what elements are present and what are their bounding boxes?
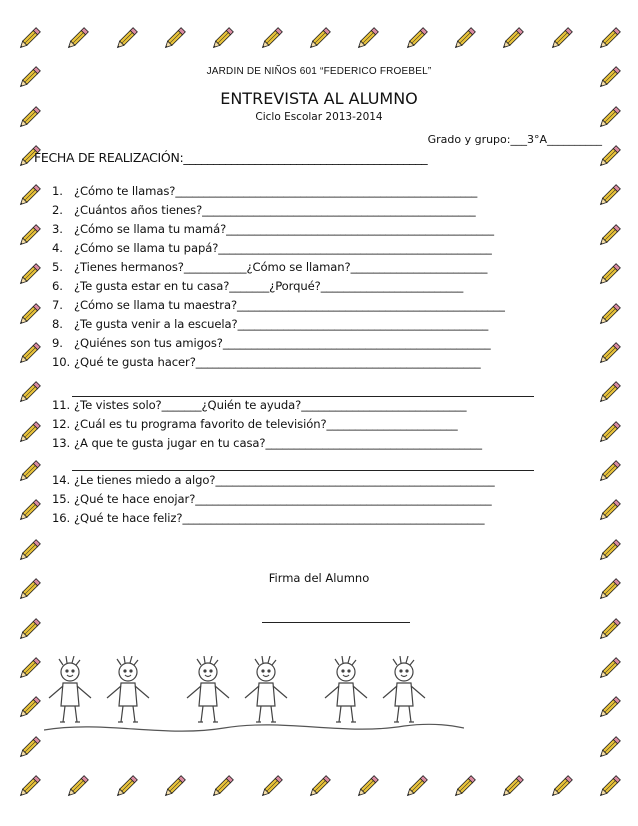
- pencil-icon: [16, 459, 42, 485]
- question-number: 11.: [52, 398, 71, 412]
- pencil-icon: [596, 538, 622, 564]
- pencil-icon: [596, 380, 622, 406]
- pencil-icon: [306, 774, 332, 800]
- question-text: ¿Tienes hermanos?___________¿Cómo se llaman?________________________: [74, 260, 488, 274]
- pencil-icon: [16, 656, 42, 682]
- child-figure: [187, 656, 229, 722]
- pencil-icon: [596, 302, 622, 328]
- pencil-icon: [16, 380, 42, 406]
- pencil-icon: [596, 774, 622, 800]
- child-figure: [49, 656, 91, 722]
- question-item: [52, 336, 542, 354]
- question-item: [52, 398, 542, 416]
- pencil-icon: [596, 223, 622, 249]
- pencil-icon: [306, 26, 332, 52]
- question-item: [52, 222, 542, 240]
- question-item: [52, 298, 542, 316]
- grade-group: Grado y grupo:___3°A__________: [427, 133, 602, 146]
- pencil-icon: [354, 26, 380, 52]
- question-item: [52, 355, 542, 373]
- question-text: ¿A que te gusta jugar en tu casa?______________________________________: [74, 436, 482, 450]
- pencil-icon: [596, 695, 622, 721]
- pencil-icon: [16, 341, 42, 367]
- pencil-icon: [16, 302, 42, 328]
- children-illustration: [44, 656, 464, 736]
- pencil-icon: [499, 26, 525, 52]
- pencil-icon: [499, 774, 525, 800]
- question-text: ¿Quiénes son tus amigos?_______________________________________________: [74, 336, 491, 350]
- pencil-icon: [403, 774, 429, 800]
- question-number: 16.: [52, 511, 71, 525]
- question-text: ¿Cómo se llama tu mamá?_______________________________________________: [74, 222, 494, 236]
- signature-label: Firma del Alumno: [268, 571, 370, 585]
- question-number: 3.: [52, 222, 63, 236]
- pencil-icon: [596, 420, 622, 446]
- pencil-icon: [209, 774, 235, 800]
- pencil-icon: [596, 144, 622, 170]
- school-name: JARDIN DE NIÑOS 601 “FEDERICO FROEBEL”: [206, 66, 432, 77]
- pencil-icon: [64, 774, 90, 800]
- pencil-icon: [596, 341, 622, 367]
- question-text: ¿Cómo se llama tu maestra?_______________________________________________: [74, 298, 505, 312]
- question-item: [52, 436, 542, 454]
- question-number: 6.: [52, 279, 63, 293]
- pencil-icon: [16, 538, 42, 564]
- pencil-icon: [596, 183, 622, 209]
- date-field: FECHA DE REALIZACIÓN:_________________________________________: [34, 150, 428, 165]
- pencil-icon: [596, 656, 622, 682]
- question-item: [52, 203, 542, 221]
- pencil-icon: [596, 498, 622, 524]
- question-number: 7.: [52, 298, 63, 312]
- question-text: ¿Te gusta venir a la escuela?____________________________________________: [74, 317, 489, 331]
- pencil-icon: [113, 26, 139, 52]
- question-number: 1.: [52, 184, 63, 198]
- question-text: ¿Qué te gusta hacer?__________________________________________________: [74, 355, 481, 369]
- pencil-icon: [451, 26, 477, 52]
- question-number: 2.: [52, 203, 63, 217]
- child-figure: [383, 656, 425, 722]
- pencil-icon: [16, 183, 42, 209]
- pencil-icon: [596, 617, 622, 643]
- page-title: ENTREVISTA AL ALUMNO: [220, 89, 418, 108]
- question-text: ¿Cómo te llamas?_____________________________________________________: [74, 184, 478, 198]
- question-text: ¿Cómo se llama tu papá?________________________________________________: [74, 241, 492, 255]
- pencil-icon: [596, 459, 622, 485]
- question-item: [52, 241, 542, 259]
- pencil-icon: [596, 735, 622, 761]
- question-text: ¿Cuál es tu programa favorito de televisión?_______________________: [74, 417, 458, 431]
- question-item: [52, 511, 542, 529]
- question-text: ¿Le tienes miedo a algo?_________________________________________________: [74, 473, 495, 487]
- school-cycle: Ciclo Escolar 2013-2014: [255, 111, 383, 123]
- question-item: [52, 317, 542, 335]
- answer-line: [72, 396, 534, 397]
- child-figure: [245, 656, 287, 722]
- question-number: 4.: [52, 241, 63, 255]
- question-item: [52, 260, 542, 278]
- question-number: 8.: [52, 317, 63, 331]
- question-item: [52, 279, 542, 297]
- pencil-icon: [209, 26, 235, 52]
- pencil-icon: [16, 735, 42, 761]
- pencil-icon: [451, 774, 477, 800]
- question-number: 5.: [52, 260, 63, 274]
- pencil-icon: [16, 262, 42, 288]
- pencil-icon: [258, 774, 284, 800]
- question-text: ¿Qué te hace feliz?_____________________________________________________: [74, 511, 485, 525]
- question-text: ¿Te vistes solo?_______¿Quién te ayuda?_____________________________: [74, 398, 467, 412]
- child-figure: [325, 656, 367, 722]
- pencil-icon: [596, 26, 622, 52]
- pencil-icon: [16, 498, 42, 524]
- question-item: [52, 417, 542, 435]
- question-number: 12.: [52, 417, 71, 431]
- pencil-icon: [161, 26, 187, 52]
- question-text: ¿Te gusta estar en tu casa?_______¿Porqué?_________________________: [74, 279, 464, 293]
- pencil-icon: [16, 695, 42, 721]
- pencil-icon: [548, 774, 574, 800]
- pencil-icon: [596, 262, 622, 288]
- question-number: 13.: [52, 436, 71, 450]
- ground-line: [44, 724, 464, 731]
- question-item: [52, 184, 542, 202]
- question-number: 10.: [52, 355, 71, 369]
- pencil-icon: [258, 26, 284, 52]
- question-item: [52, 473, 542, 491]
- question-number: 9.: [52, 336, 63, 350]
- question-number: 15.: [52, 492, 71, 506]
- question-number: 14.: [52, 473, 71, 487]
- pencil-icon: [16, 420, 42, 446]
- pencil-icon: [16, 774, 42, 800]
- signature-line: [262, 622, 410, 623]
- pencil-icon: [403, 26, 429, 52]
- pencil-icon: [16, 26, 42, 52]
- child-figure: [107, 656, 149, 722]
- pencil-icon: [113, 774, 139, 800]
- pencil-icon: [548, 26, 574, 52]
- answer-line: [72, 470, 534, 471]
- pencil-icon: [354, 774, 380, 800]
- pencil-icon: [16, 223, 42, 249]
- question-text: ¿Qué te hace enojar?____________________________________________________: [74, 492, 492, 506]
- question-text: ¿Cuántos años tienes?________________________________________________: [74, 203, 476, 217]
- pencil-icon: [161, 774, 187, 800]
- pencil-icon: [64, 26, 90, 52]
- question-item: [52, 492, 542, 510]
- pencil-icon: [16, 617, 42, 643]
